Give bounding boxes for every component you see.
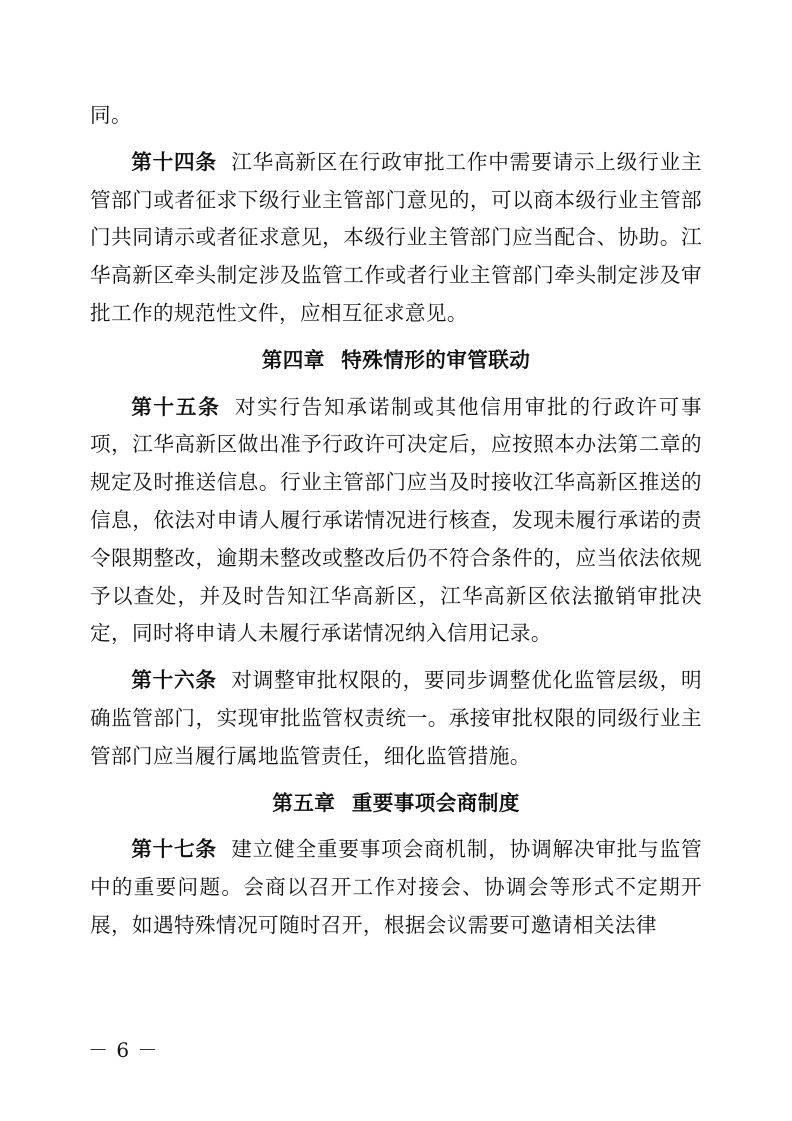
chapter-5-heading bbox=[90, 785, 702, 823]
article-17-text: 建立健全重要事项会商机制，协调解决审批与监管中的重要问题。会商以召开工作对接会、协调会等形式不定期开展，如遇特殊情况可随时召开，根据会议需要可邀请相关法律 bbox=[90, 837, 702, 937]
continuation-text: 同。 bbox=[90, 103, 132, 127]
article-14-text: 江华高新区在行政审批工作中需要请示上级行业主管部门或者征求下级行业主管部门意见的，可以商本级行业主管部门共同请示或者征求意见，本级行业主管部门应当配合、协助。江华高新区牵头制定涉及监管工作或者行业主管部门牵头制定涉及审批工作的规范性文件，应相互征求意见。 bbox=[90, 149, 702, 325]
article-16 bbox=[90, 662, 702, 775]
article-16-text: 对调整审批权限的，要同步调整优化监管层级，明确监管部门，实现审批监管权责统一。承接审批权限的同级行业主管部门应当履行属地监管责任，细化监管措施。 bbox=[90, 668, 702, 768]
page-number: － 6 － bbox=[88, 1038, 159, 1062]
article-15-text: 对实行告知承诺制或其他信用审批的行政许可事项，江华高新区做出准予行政许可决定后，应按照本办法第二章的规定及时推送信息。行业主管部门应当及时接收江华高新区推送的信息，依法对申请人履行承诺情况进行核查，发现未履行承诺的责令限期整改，逾期未整改或整改后仍不符合条件的，应当依法依规予以查处，并及时告知江华高新区，江华高新区依法撤销审批决定，同时将申请人未履行承诺情况纳入信用记录。 bbox=[90, 394, 702, 646]
article-14-label: 第十四条 bbox=[131, 149, 217, 174]
article-17 bbox=[90, 831, 702, 944]
chapter-4-number: 第四章 bbox=[261, 347, 325, 372]
chapter-4-heading bbox=[90, 342, 702, 380]
chapter-5-number: 第五章 bbox=[272, 790, 336, 815]
article-15-label: 第十五条 bbox=[131, 394, 221, 419]
article-17-label: 第十七条 bbox=[131, 837, 217, 862]
article-14 bbox=[90, 144, 702, 333]
chapter-5-title: 重要事项会商制度 bbox=[351, 790, 520, 815]
document-body bbox=[90, 97, 702, 945]
article-15 bbox=[90, 389, 702, 654]
chapter-4-title: 特殊情形的审管联动 bbox=[341, 347, 531, 372]
article-16-label: 第十六条 bbox=[131, 668, 217, 693]
